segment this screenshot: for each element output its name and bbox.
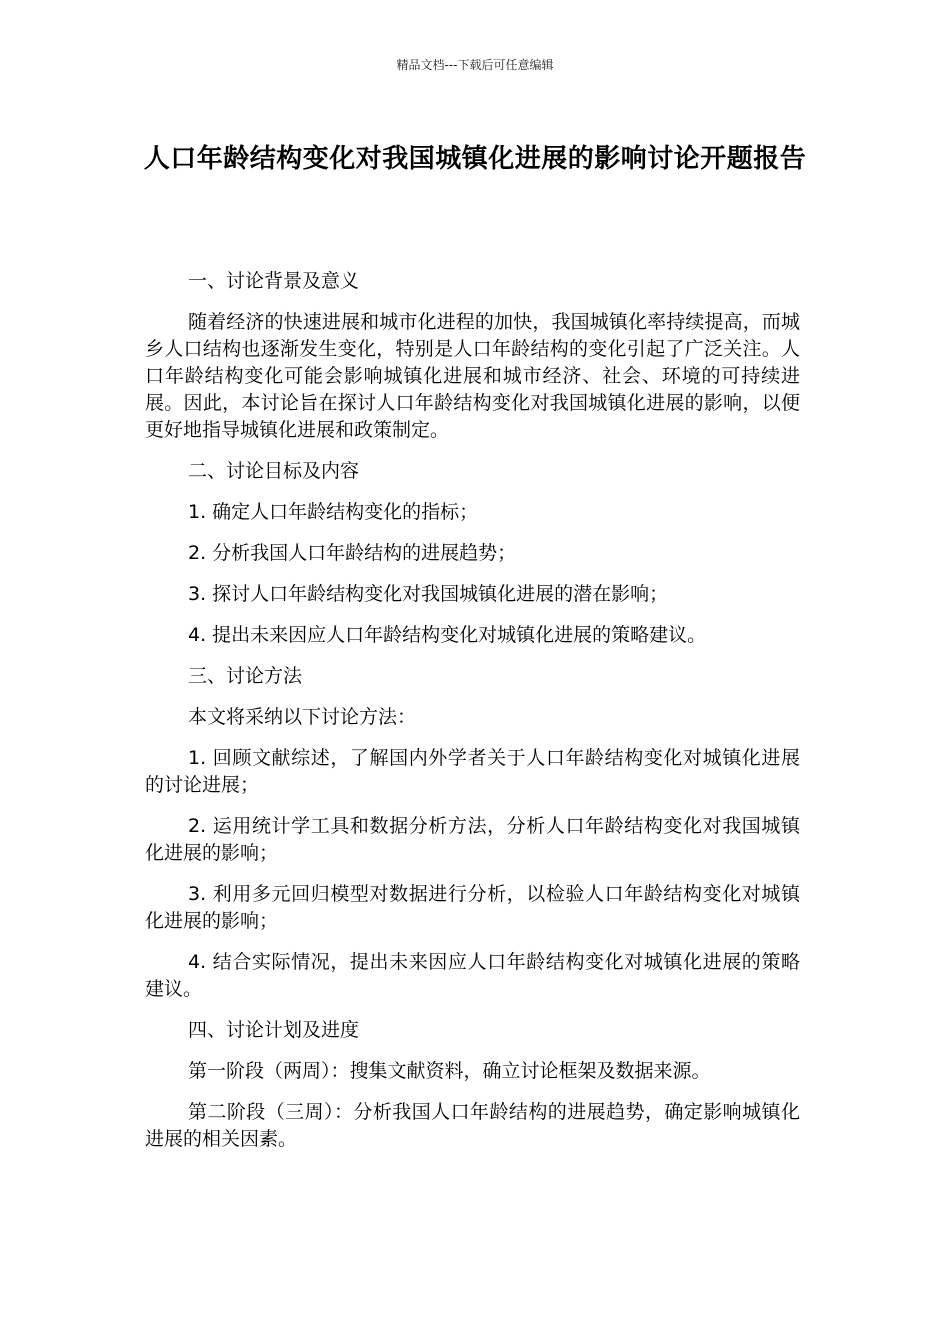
- goal-item-1: 1. 确定人口年龄结构变化的指标；: [188, 501, 479, 523]
- schedule-phase-1: 第一阶段（两周）：搜集文献资料，确立讨论框架及数据来源。: [188, 1060, 711, 1082]
- method-item-3: 3. 利用多元回归模型对数据进行分析，以检验人口年龄结构变化对城镇化进展的影响；: [145, 883, 800, 932]
- paragraph-background: 随着经济的快速进展和城市化进程的加快，我国城镇化率持续提高，而城乡人口结构也逐渐发生变化，特别是人口年龄结构的变化引起了广泛关注。人口年龄结构变化可能会影响城镇化进展和城市经济、社会、环境的可持续进展。因此，本讨论旨在探讨人口年龄结构变化对我国城镇化进展的影响，以便更好地指导城镇化进展和政策制定。: [145, 311, 800, 441]
- section-heading-methods: 三、讨论方法: [188, 665, 303, 687]
- methods-intro: 本文将采纳以下讨论方法：: [188, 706, 417, 728]
- goal-item-4: 4. 提出未来因应人口年龄结构变化对城镇化进展的策略建议。: [188, 624, 707, 646]
- method-item-1: 1. 回顾文献综述，了解国内外学者关于人口年龄结构变化对城镇化进展的讨论进展；: [145, 747, 800, 796]
- document-body: [145, 268, 800, 1167]
- section-heading-schedule: 四、讨论计划及进度: [188, 1019, 360, 1041]
- method-item-4: 4. 结合实际情况，提出未来因应人口年龄结构变化对城镇化进展的策略建议。: [145, 951, 800, 1000]
- page-header: 精品文档---下载后可任意编辑: [396, 58, 554, 72]
- section-heading-background: 一、讨论背景及意义: [188, 270, 360, 292]
- goal-item-3: 3. 探讨人口年龄结构变化对我国城镇化进展的潜在影响；: [188, 583, 669, 605]
- section-heading-goals: 二、讨论目标及内容: [188, 460, 360, 482]
- method-item-2: 2. 运用统计学工具和数据分析方法，分析人口年龄结构变化对我国城镇化进展的影响；: [145, 815, 800, 864]
- goal-item-2: 2. 分析我国人口年龄结构的进展趋势；: [188, 542, 517, 564]
- document-title: 人口年龄结构变化对我国城镇化进展的影响讨论开题报告: [143, 144, 807, 174]
- schedule-phase-2: 第二阶段（三周）：分析我国人口年龄结构的进展趋势，确定影响城镇化进展的相关因素。: [145, 1101, 800, 1150]
